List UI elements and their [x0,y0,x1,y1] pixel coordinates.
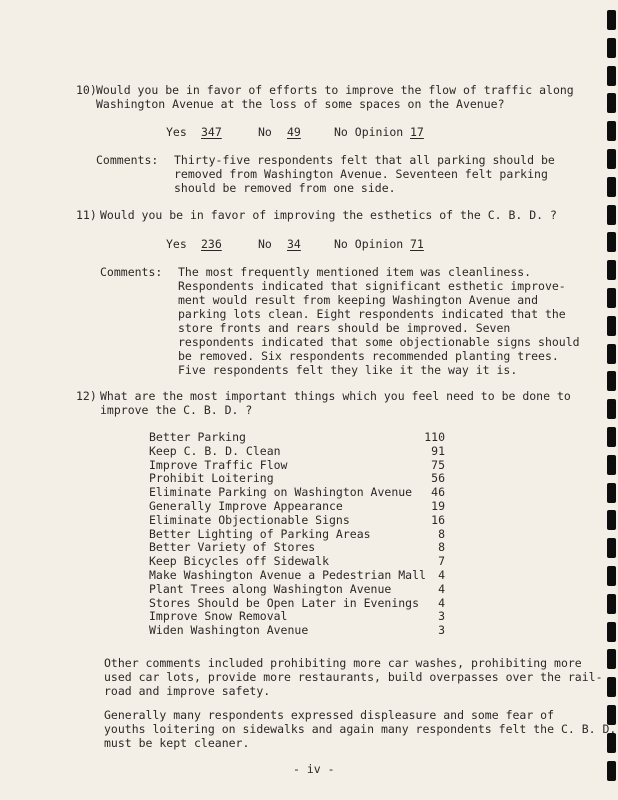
binding-hole [607,566,616,586]
q10-yes-value: 347 [201,125,222,139]
binding-hole [607,149,616,169]
q12-item-label: Keep Bicycles off Sidewalk [149,554,330,568]
q12-other-comments-line-3: road and improve safety. [104,684,271,698]
q12-general-comments-line-2: youths loitering on sidewalks and again many respondents felt the C. B. D. [104,722,617,736]
q12-general-comments-line-1: Generally many respondents expressed displeasure and some fear of [104,708,555,722]
q11-comments-label: Comments: [100,265,163,279]
q10-question-line-2: Washington Avenue at the loss of some spaces on the Avenue? [96,97,505,111]
binding-hole [607,205,616,225]
q11-question-line-1: Would you be in favor of improving the esthetics of the C. B. D. ? [100,208,557,222]
q10-yes-label: Yes [166,125,187,139]
q12-item-count: 110 [424,430,445,444]
q11-comment-line-4: parking lots clean. Eight respondents indicated that the [178,307,566,321]
binding-hole [607,510,616,530]
q10-no-opinion-label: No Opinion [334,125,404,139]
binding-hole [607,649,616,669]
q12-other-comments-line-1: Other comments included prohibiting more car washes, prohibiting more [104,656,582,670]
q12-item-label: Eliminate Objectionable Signs [149,513,350,527]
q12-item-label: Improve Traffic Flow [149,458,288,472]
q12-item-count: 3 [438,623,445,637]
q10-no-value: 49 [287,125,301,139]
binding-hole [607,288,616,308]
q12-item-label: Generally Improve Appearance [149,499,343,513]
binding-hole [607,177,616,197]
q12-item-label: Plant Trees along Washington Avenue [149,582,392,596]
binding-hole [607,538,616,558]
q12-item-count: 16 [431,513,445,527]
q11-yes-value: 236 [201,237,222,251]
q12-number: 12) [76,389,97,403]
q12-item-count: 8 [438,540,445,554]
binding-hole [607,316,616,336]
q11-no-value: 34 [287,237,301,251]
q12-item-label: Widen Washington Avenue [149,623,309,637]
q12-item-count: 4 [438,568,445,582]
q12-item-label: Make Washington Avenue a Pedestrian Mall [149,568,426,582]
q12-item-count: 19 [431,499,445,513]
binding-hole [607,455,616,475]
q12-item-count: 4 [438,596,445,610]
q12-item-label: Better Lighting of Parking Areas [149,527,371,541]
binding-hole [607,483,616,503]
q12-item-label: Eliminate Parking on Washington Avenue [149,485,413,499]
binding-hole [607,121,616,141]
q12-general-comments-line-3: must be kept cleaner. [104,736,250,750]
q10-comment-line-3: should be removed from one side. [174,181,396,195]
q12-question-line-2: improve the C. B. D. ? [100,403,253,417]
q11-yes-label: Yes [166,237,187,251]
binding-hole [607,260,616,280]
q12-item-count: 8 [438,527,445,541]
q12-item-count: 4 [438,582,445,596]
binding-hole [607,399,616,419]
q11-comment-line-6: respondents indicated that some objectionable signs should [178,335,580,349]
q12-item-label: Better Parking [149,430,246,444]
binding-hole [607,93,616,113]
q10-question-line-1: Would you be in favor of efforts to improve the flow of traffic along [96,83,574,97]
q11-comment-line-5: store fronts and rears should be improved. Seven [178,321,511,335]
spiral-binding [604,0,618,800]
q10-number: 10) [76,83,97,97]
binding-hole [607,677,616,697]
q11-comment-line-8: Five respondents felt they like it the way it is. [178,363,518,377]
q10-comments-label: Comments: [96,153,159,167]
binding-hole [607,38,616,58]
q10-no-label: No [258,125,272,139]
q11-comment-line-1: The most frequently mentioned item was cleanliness. [178,265,532,279]
q12-other-comments-line-2: used car lots, provide more restaurants, build overpasses over the rail- [104,670,603,684]
q11-no-label: No [258,237,272,251]
q12-item-count: 91 [431,444,445,458]
binding-hole [607,427,616,447]
q12-item-count: 56 [431,471,445,485]
page-number: - iv - [293,762,335,776]
q12-item-label: Better Variety of Stores [149,540,316,554]
q11-comment-line-2: Respondents indicated that significant esthetic improve- [178,279,566,293]
q12-item-count: 46 [431,485,445,499]
q12-item-label: Prohibit Loitering [149,471,274,485]
q10-comment-line-2: removed from Washington Avenue. Seventeen felt parking [174,167,548,181]
q12-question-line-1: What are the most important things which you feel need to be done to [100,389,571,403]
binding-hole [607,344,616,364]
q10-no-opinion-value: 17 [410,125,424,139]
q11-no-opinion-label: No Opinion [334,237,404,251]
q12-item-label: Keep C. B. D. Clean [149,444,281,458]
binding-hole [607,622,616,642]
q10-comment-line-1: Thirty-five respondents felt that all parking should be [174,153,555,167]
q12-item-count: 75 [431,458,445,472]
binding-hole [607,10,616,30]
q11-number: 11) [76,208,97,222]
binding-hole [607,66,616,86]
q11-comment-line-3: ment would result from keeping Washington Avenue and [178,293,539,307]
q12-item-count: 7 [438,554,445,568]
q12-item-count: 3 [438,609,445,623]
binding-hole [607,761,616,781]
q11-comment-line-7: be removed. Six respondents recommended planting trees. [178,349,559,363]
q12-item-label: Stores Should be Open Later in Evenings [149,596,420,610]
q11-no-opinion-value: 71 [410,237,424,251]
q12-item-label: Improve Snow Removal [149,609,288,623]
binding-hole [607,232,616,252]
binding-hole [607,594,616,614]
binding-hole [607,371,616,391]
